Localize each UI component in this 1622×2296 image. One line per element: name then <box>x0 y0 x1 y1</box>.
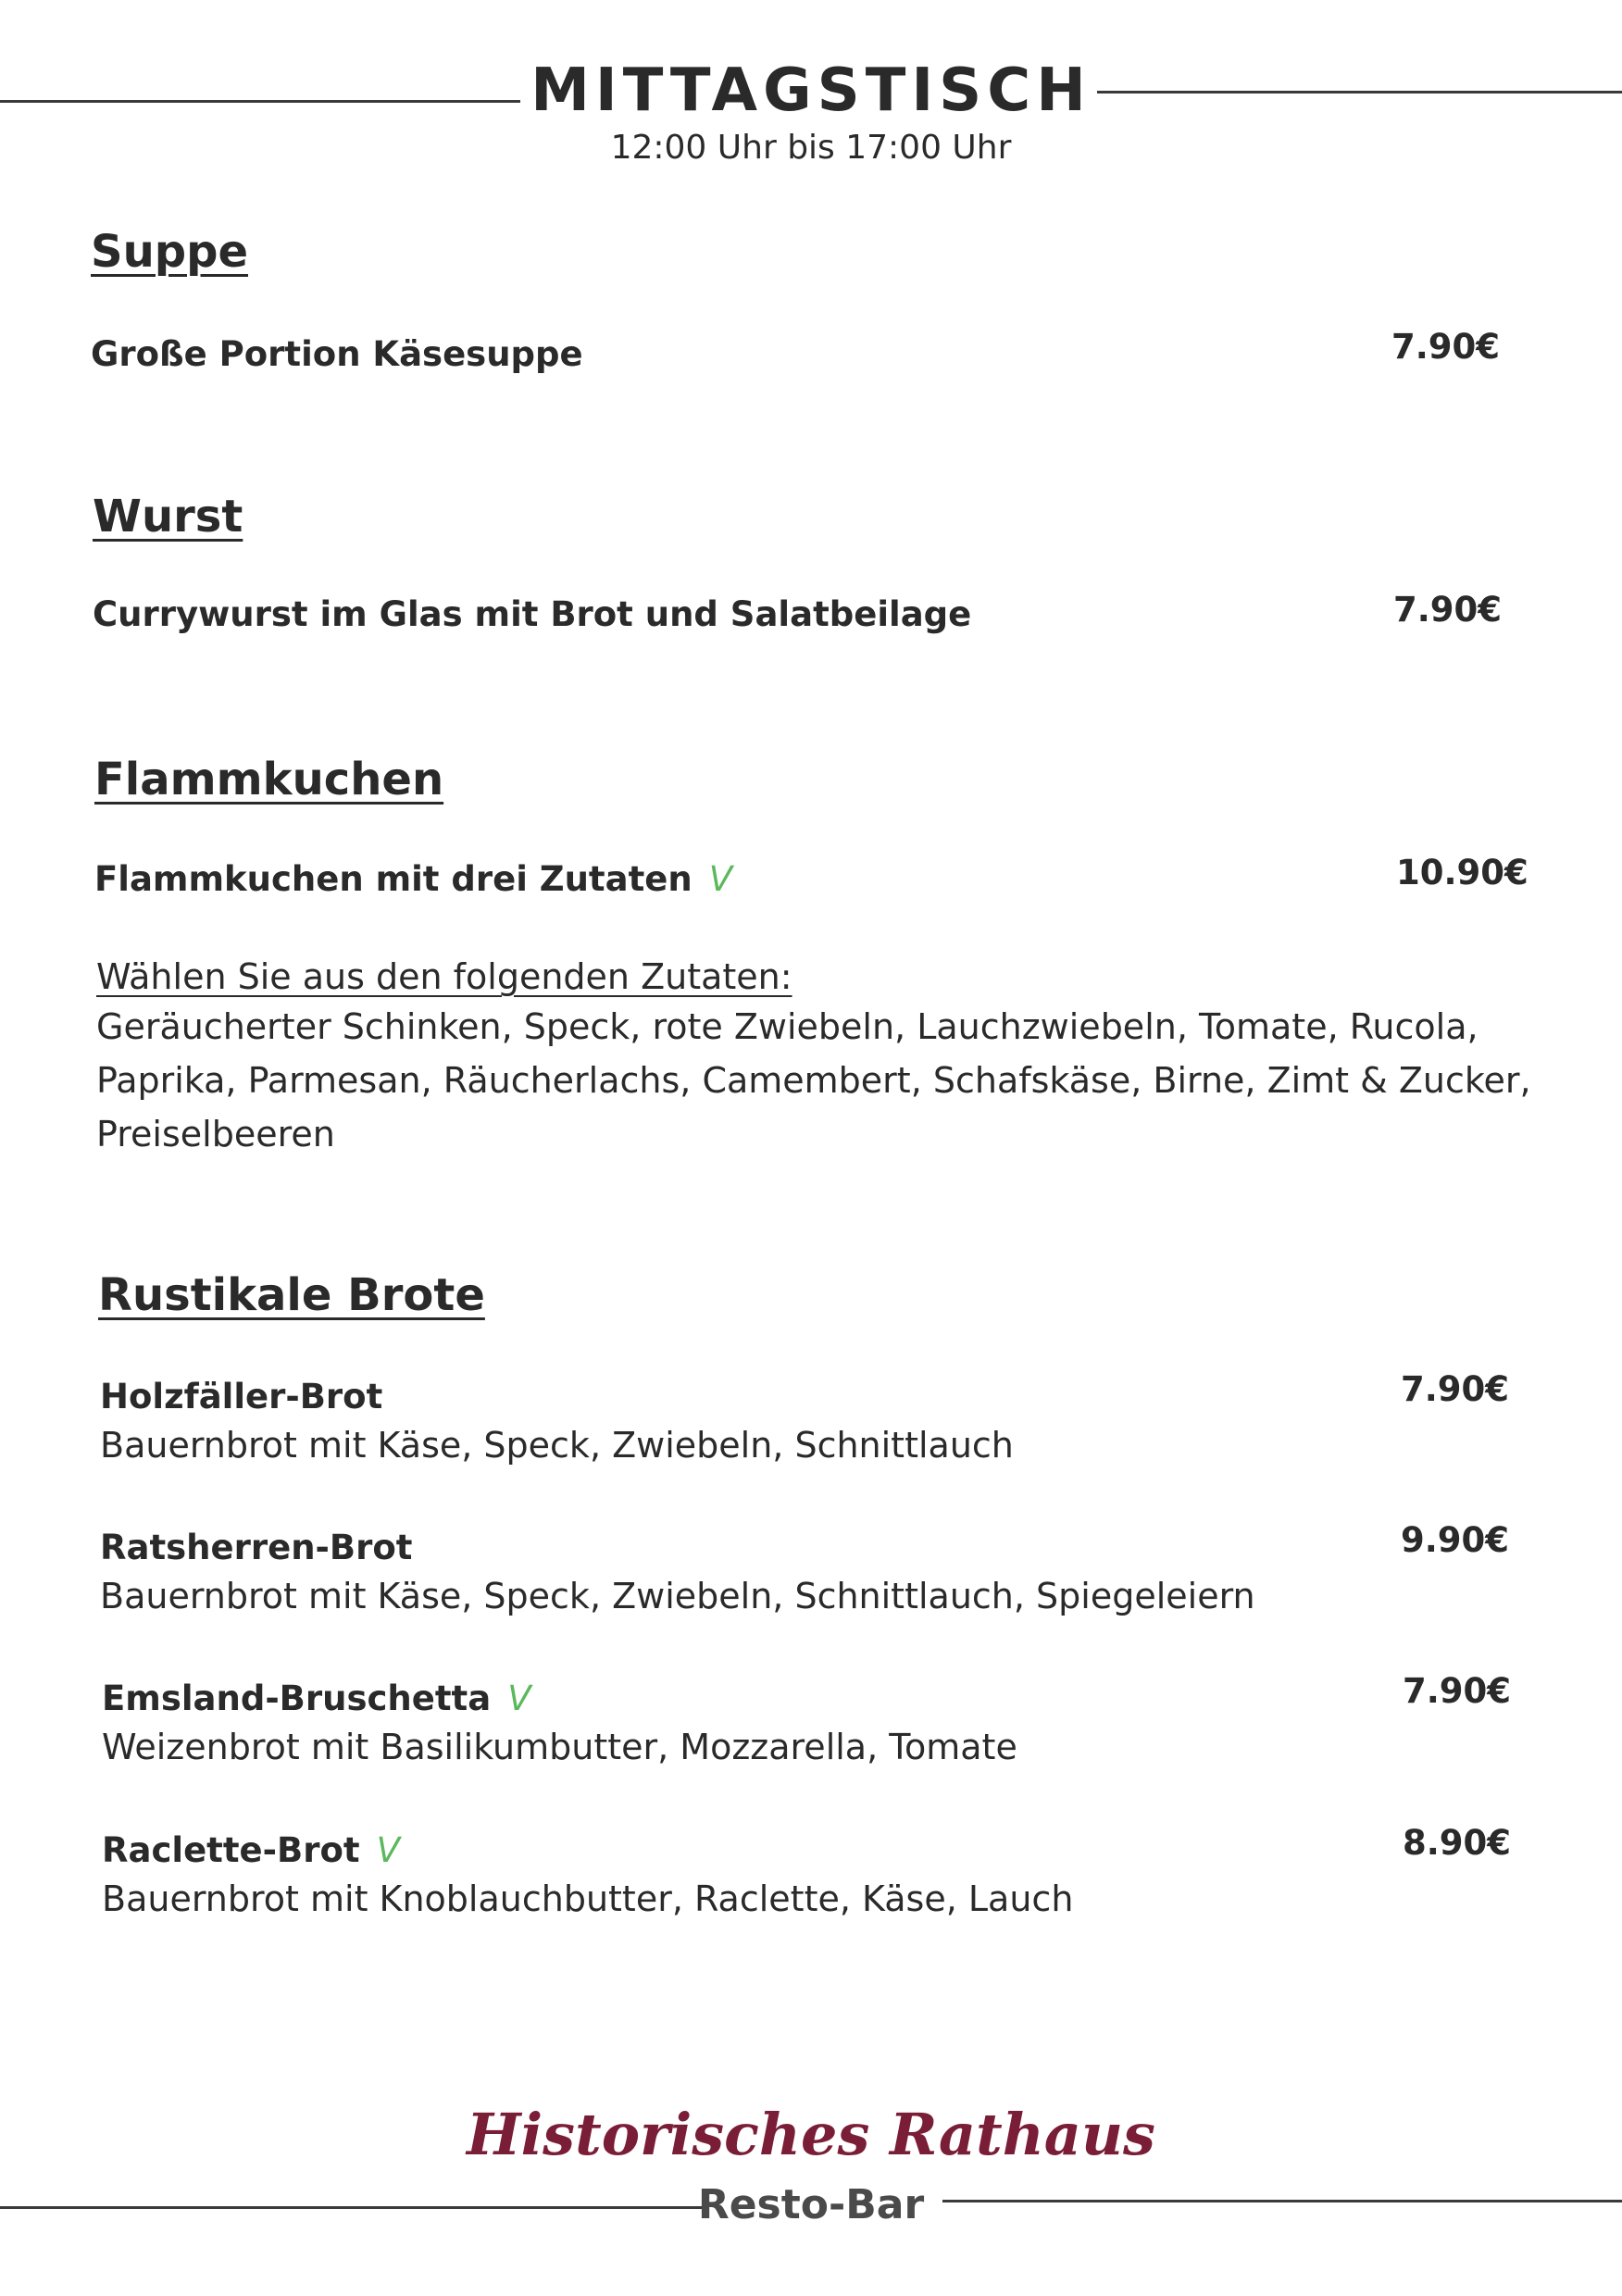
price-bruschetta: 7.90€ <box>1403 1671 1512 1711</box>
item-flammkuchen <box>94 859 733 899</box>
price-holzfaeller: 7.90€ <box>1401 1369 1510 1409</box>
vegetarian-mark: V <box>708 859 733 899</box>
item-desc-raclette: Bauernbrot mit Knoblauchbutter, Raclette, Käse, Lauch <box>102 1878 1074 1919</box>
price-ratsherren: 9.90€ <box>1401 1520 1510 1560</box>
page-title: MITTAGSTISCH <box>530 56 1092 125</box>
item-desc-bruschetta: Weizenbrot mit Basilikumbutter, Mozzarella, Tomate <box>102 1727 1017 1767</box>
item-desc-ratsherren: Bauernbrot mit Käse, Speck, Zwiebeln, Schnittlauch, Spiegeleiern <box>100 1576 1255 1616</box>
section-title-flammkuchen: Flammkuchen <box>94 754 444 805</box>
item-name-flammkuchen: Flammkuchen mit drei Zutaten <box>94 859 692 899</box>
price-kaesesuppe: 7.90€ <box>1391 327 1501 367</box>
item-raclette <box>102 1830 400 1870</box>
brand-logo: Historisches Rathaus <box>467 2101 1155 2168</box>
price-currywurst: 7.90€ <box>1393 590 1503 630</box>
item-bruschetta <box>102 1678 531 1718</box>
section-title-suppe: Suppe <box>91 226 249 278</box>
item-desc-holzfaeller: Bauernbrot mit Käse, Speck, Zwiebeln, Schnittlauch <box>100 1425 1014 1466</box>
item-name-currywurst: Currywurst im Glas mit Brot und Salatbeilage <box>93 594 972 634</box>
vegetarian-mark: V <box>376 1830 400 1870</box>
item-name-bruschetta: Emsland-Bruschetta <box>102 1678 492 1718</box>
item-name-kaesesuppe: Große Portion Käsesuppe <box>91 334 583 374</box>
item-name-holzfaeller: Holzfäller-Brot <box>100 1377 383 1416</box>
choice-list: Geräucherter Schinken, Speck, rote Zwiebeln, Lauchzwiebeln, Tomate, Rucola, Paprika, Parmesan, Räucherlachs, Camembert, Schafskäse, Birne, Zimt & Zucker, Preiselbeeren <box>96 1006 1531 1154</box>
section-title-brote: Rustikale Brote <box>98 1269 485 1321</box>
section-title-wurst: Wurst <box>93 491 243 543</box>
choice-heading: Wählen Sie aus den folgenden Zutaten: <box>96 956 792 997</box>
brand-subtitle: Resto-Bar <box>697 2181 925 2228</box>
opening-hours: 12:00 Uhr bis 17:00 Uhr <box>610 129 1012 167</box>
price-raclette: 8.90€ <box>1403 1823 1512 1863</box>
item-name-raclette: Raclette-Brot <box>102 1830 360 1870</box>
item-name-ratsherren: Ratsherren-Brot <box>100 1528 413 1567</box>
price-flammkuchen: 10.90€ <box>1396 853 1528 892</box>
vegetarian-mark: V <box>507 1678 531 1718</box>
